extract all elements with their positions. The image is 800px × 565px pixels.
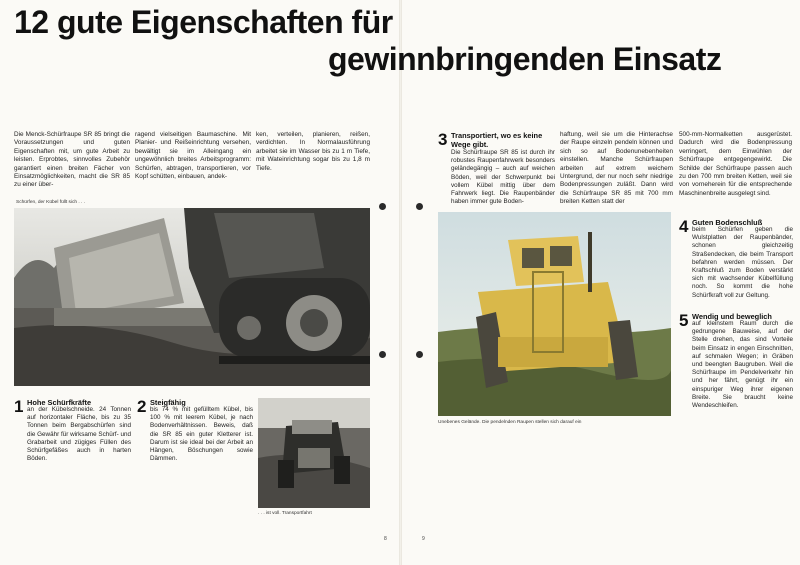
feature-3-number: 3 [438,130,448,149]
photo-uneven-terrain-image [438,212,671,416]
photo-scraper-filling [14,208,370,386]
small-photo-caption: . . . ist voll. Transportfahrt [258,511,312,516]
intro-column-2: ragend vielseitigen Baumaschine. Mit Planier- und Reißeinrichtung versehen, bewältigt sie im Alleingang ein ungewöhnlich breites Arbeitsprogramm: Schürfen, abtragen, transportieren, vor Kopf schütten, einbauen, andek- [135,131,251,181]
photo-scraper-filling-image [14,208,370,386]
feature-3-body: Die Schürfraupe SR 85 ist durch ihr robustes Raupenfahrwerk besonders geländegängig – auch auf weichen Böden, weil der Schwerpunkt bei vollem Kübel mittig über dem Fahrwerk liegt. Die Raupenbänder haben immer gute Boden- [451,149,555,206]
feature-4 [679,218,793,308]
feature-3-title: Transportiert, wo es keine Wege gibt. [451,131,543,149]
photo-transport-drive-image [258,398,370,508]
feature-2 [137,398,253,478]
punch-hole [379,351,386,358]
intro-column-3: ken, verteilen, planieren, reißen, verdichten. In Normalausführung arbeitet sie im Wasser bis zu 1 m Tiefe, mit Wateinrichtung sogar bis zu 1,8 m Tiefe. [256,131,370,172]
feature-1-title: Hohe Schürfkräfte [27,398,92,407]
feature-2-number: 2 [137,397,147,416]
feature-2-title: Steigfähig [150,398,186,407]
feature-3 [438,131,556,211]
feature-2-body: bis 74 % mit gefülltem Kübel, bis 100 % mit leerem Kübel, je nach Bodenverhältnissen. Beweis, daß die SR 85 ein guter Kletterer ist. Darum ist sie ideal bei der Arbeit an Hängen, Böschungen sowie Dämmen. [150,406,253,463]
continued-column-b: 500-mm-Normalketten ausgerüstet. Dadurch wird die Bodenpressung verringert, dem Einwühlen der Schürfraupe entgegengewirkt. Die Schilde der Schürfraupe passen auch zu den 700 mm breiten Ketten, weil sie von vorneherein für die entsprechende Maschinenbreite ausgelegt sind. [679,131,792,197]
feature-4-number: 4 [679,217,689,236]
feature-5-body: auf kleinstem Raum durch die gedrungene Bauweise, auf der Stelle drehen, das sind Vorteile beim Einsatz in engen Einschnitten, auf schmalen Wegen; in Gräben und beengten Baugruben. Weil die Schürfraupe im Pendelverkehr hin und her fährt, genügt ihr ein einspuriger Weg ihrer eigenen Breite. Sie braucht keine Wendeschleifen. [692,320,793,410]
photo-transport-drive [258,398,370,508]
punch-hole [416,203,423,210]
intro-column-1: Die Menck-Schürfraupe SR 85 bringt die Voraussetzungen und guten Eigenschaften mit, um gute Arbeit zu leisten. Erprobtes, sinnvolles Zubehör garantiert einen breiten Fächer von Einsatzmöglichkeiten, macht die SR 85 zu einer über- [14,131,130,189]
feature-1-body: an der Kübelschneide. 24 Tonnen auf horizontaler Fläche, bis zu 35 Tonnen beim Bergabschürfen sind die Gewähr für wirksame Schürf- und Grabarbeit und zügiges Füllen des Schürfgefäßes auch in harten Böden. [27,406,131,463]
headline-line-1: 12 gute Eigenschaften für [14,4,393,40]
punch-hole [379,203,386,210]
page-number-right: 9 [422,536,425,542]
feature-5-number: 5 [679,311,689,330]
color-photo-caption: Unebenes Gelände. Die pendelnden Raupen stellen sich darauf ein [438,420,582,425]
main-photo-caption: Schürfen, der Kübel füllt sich . . . [16,200,86,205]
feature-1 [14,398,130,478]
headline-line-2: gewinnbringenden Einsatz [328,41,722,77]
punch-hole [416,351,423,358]
feature-1-number: 1 [14,397,24,416]
page-number-left: 8 [384,536,387,542]
continued-column-a: haftung, weil sie um die Hinterachse der Raupe einzeln pendeln können und sich so auf Bodenunebenheiten einstellen. Manche Schürfraupen arbeiten auf extrem weichem Untergrund, der nur noch sehr niedrige Bodenpressungen zuläßt. Dann wird die Schürfraupe SR 85 mit 700 mm breiten Ketten statt der [560,131,673,206]
feature-5 [679,312,793,422]
page-gutter [399,0,402,565]
feature-4-body: beim Schürfen geben die Wulstplatten der Raupenbänder, schonen gleichzeitig Straßendecken, die beim Transport befahren werden müssen. Der Kraftschluß zum Boden verstärkt sich mit wachsender Kübelfüllung noch. So kommt die hohe Schürfkraft voll zur Geltung. [692,226,793,299]
feature-5-title: Wendig und beweglich [692,312,772,321]
photo-uneven-terrain [438,212,671,416]
feature-4-title: Guten Bodenschluß [692,218,763,227]
